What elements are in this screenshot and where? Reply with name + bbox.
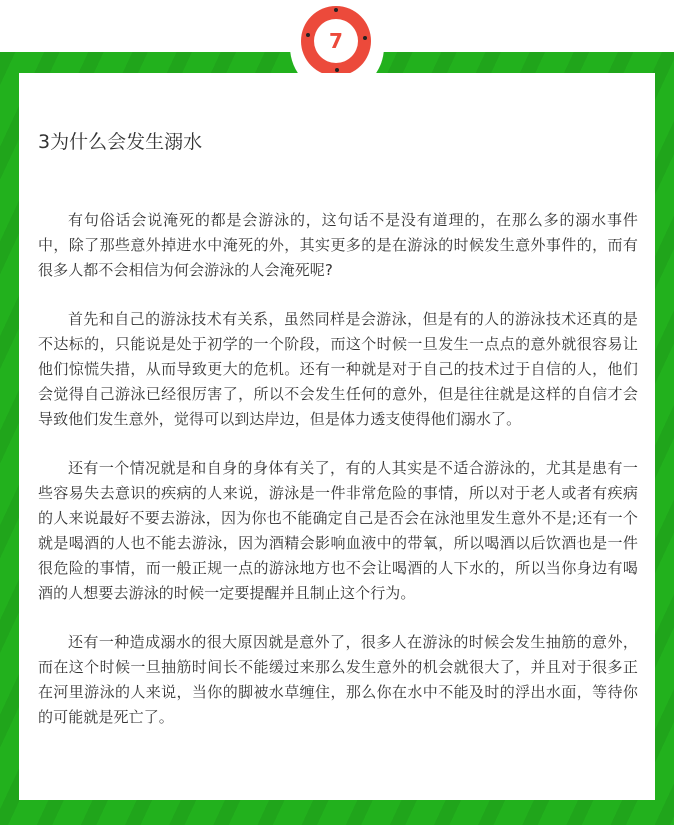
badge-seed-dot bbox=[334, 8, 338, 12]
article-title: 3为什么会发生溺水 bbox=[38, 131, 203, 153]
article-paragraph: 还有一个情况就是和自身的身体有关了，有的人其实是不适合游泳的，尤其是患有一些容易失去意识的疾病的人来说，游泳是一件非常危险的事情，所以对于老人或者有疾病的人来说最好不要去游泳，因为你也不能确定自己是否会在泳池里发生意外不是;还有一个就是喝酒的人也不能去游泳，因为酒精会影响血液中的带氧，所以喝酒以后饮酒也是一件很危险的事情，而一般正规一点的游泳地方也不会让喝酒的人下水的，所以当你身边有喝酒的人想要去游泳的时候一定要提醒并且制止这个行为。 bbox=[38, 459, 638, 602]
article-paragraph: 还有一种造成溺水的很大原因就是意外了，很多人在游泳的时候会发生抽筋的意外，而在这个时候一旦抽筋时间长不能缓过来那么发生意外的机会就很大了，并且对于很多正在河里游泳的人来说，当你的脚被水草缠住，那么你在水中不能及时的浮出水面，等待你的可能就是死亡了。 bbox=[38, 633, 638, 726]
article-paragraph: 有句俗话会说淹死的都是会游泳的，这句话不是没有道理的，在那么多的溺水事件中，除了那些意外掉进水中淹死的外，其实更多的是在游泳的时候发生意外事件的，而有很多人都不会相信为何会游泳的人会淹死呢? bbox=[38, 211, 638, 279]
step-number-badge bbox=[301, 6, 371, 76]
badge-seed-dot bbox=[306, 33, 310, 37]
badge-number: 7 bbox=[314, 19, 358, 63]
badge-seed-dot bbox=[335, 68, 339, 72]
article-paragraph: 首先和自己的游泳技术有关系，虽然同样是会游泳，但是有的人的游泳技术还真的是不达标的，只能说是处于初学的一个阶段，而这个时候一旦发生一点点的意外就很容易让他们惊慌失措，从而导致更大的危机。还有一种就是对于自己的技术过于自信的人，他们会觉得自己游泳已经很厉害了，所以不会发生任何的意外，但是往往就是这样的自信才会导致他们发生意外，觉得可以到达岸边，但是体力透支使得他们溺水了。 bbox=[38, 310, 638, 428]
badge-seed-dot bbox=[363, 36, 367, 40]
article-body bbox=[38, 208, 638, 754]
article-card bbox=[19, 73, 655, 800]
